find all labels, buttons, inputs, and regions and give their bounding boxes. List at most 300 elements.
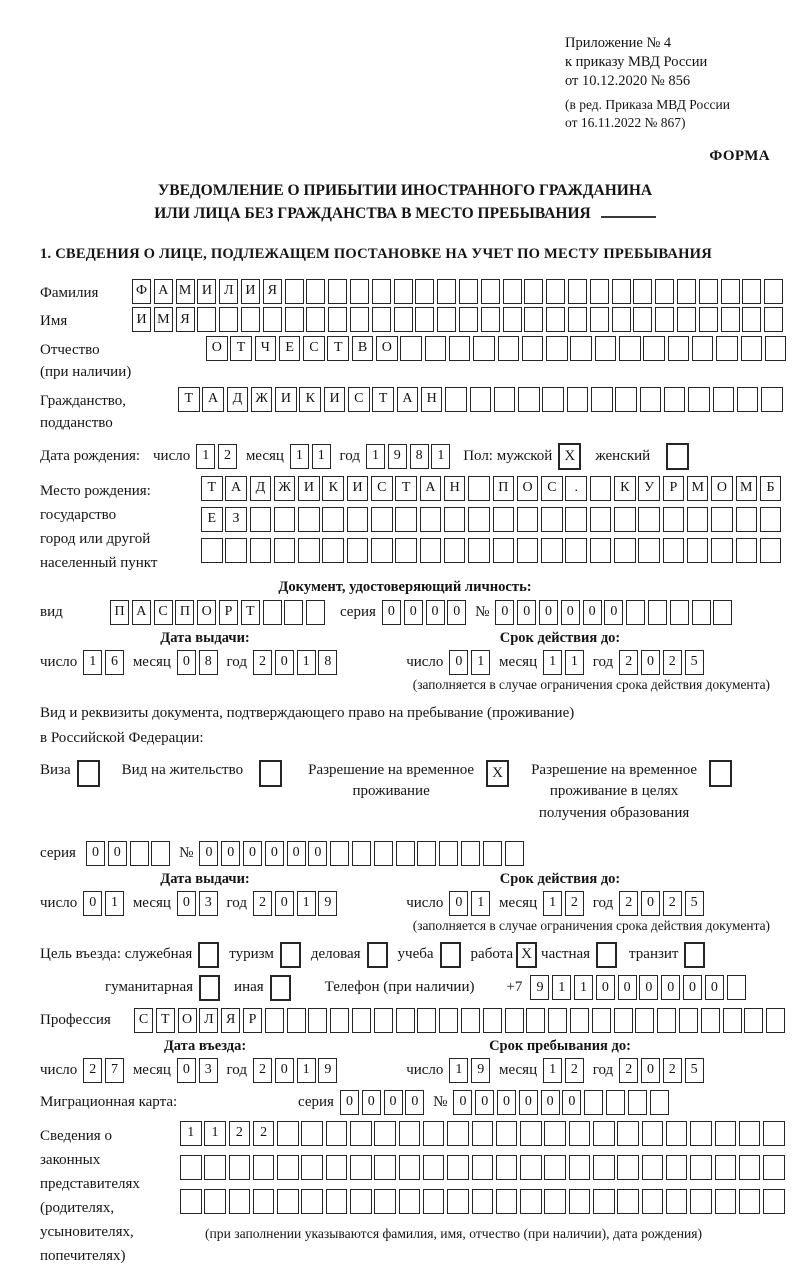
- char-cell: [326, 1155, 348, 1180]
- char-cell: 0: [275, 650, 294, 675]
- purpose-label: Цель въезда: служебная: [40, 946, 193, 963]
- char-cell: [590, 279, 609, 304]
- citizenship-cells: [178, 387, 785, 412]
- char-cell: Т: [241, 600, 260, 625]
- char-cell: Я: [221, 1008, 240, 1033]
- char-cell: [306, 307, 325, 332]
- char-cell: [374, 1121, 396, 1146]
- char-cell: [721, 307, 740, 332]
- char-cell: [423, 1155, 445, 1180]
- char-cell: [626, 600, 645, 625]
- char-cell: 1: [471, 650, 490, 675]
- char-cell: [584, 1090, 603, 1115]
- char-cell: [399, 1121, 421, 1146]
- migration-number-cells: [453, 1090, 671, 1115]
- char-cell: [493, 507, 515, 532]
- char-cell: [284, 600, 303, 625]
- char-cell: [568, 279, 587, 304]
- char-cell: [617, 1189, 639, 1214]
- char-cell: 0: [561, 600, 580, 625]
- char-cell: 0: [641, 650, 660, 675]
- char-cell: [225, 538, 247, 563]
- year-label: год: [226, 1061, 247, 1078]
- char-cell: [481, 279, 500, 304]
- char-cell: [298, 538, 320, 563]
- char-cell: [494, 387, 516, 412]
- char-cell: 2: [619, 891, 638, 916]
- char-cell: О: [206, 336, 228, 361]
- year-label: год: [592, 1061, 614, 1078]
- char-cell: [642, 1121, 664, 1146]
- char-cell: [473, 336, 495, 361]
- char-cell: [461, 1008, 480, 1033]
- char-cell: И: [132, 307, 151, 332]
- entry-date-group: [40, 1058, 340, 1083]
- profession-row: [40, 1008, 770, 1033]
- birth-place-label: Место рождения: государство город или другой населенный пункт: [40, 482, 158, 572]
- char-cell: 6: [105, 650, 124, 675]
- appendix-line: от 10.12.2020 № 856: [565, 73, 691, 90]
- char-cell: [417, 841, 436, 866]
- char-cell: [541, 538, 563, 563]
- entry-year-cells: [253, 1058, 340, 1083]
- year-label: год: [592, 653, 614, 670]
- char-cell: [372, 307, 391, 332]
- char-cell: А: [397, 387, 419, 412]
- char-cell: Л: [219, 279, 238, 304]
- char-cell: [640, 387, 662, 412]
- char-cell: О: [197, 600, 216, 625]
- char-cell: 0: [539, 600, 558, 625]
- char-cell: Р: [663, 476, 685, 501]
- birth-month-cells: [290, 444, 334, 469]
- char-cell: [265, 1008, 284, 1033]
- char-cell: 0: [287, 841, 306, 866]
- char-cell: 9: [388, 444, 407, 469]
- char-cell: [298, 507, 320, 532]
- char-cell: [374, 1008, 393, 1033]
- stay-date-header: Срок пребывания до:: [489, 1037, 631, 1054]
- char-cell: [692, 600, 711, 625]
- char-cell: [468, 538, 490, 563]
- char-cell: [520, 1155, 542, 1180]
- residence-doc-intro: [40, 701, 770, 752]
- char-cell: [444, 507, 466, 532]
- char-cell: [470, 387, 492, 412]
- char-cell: [306, 279, 325, 304]
- char-cell: [742, 307, 761, 332]
- char-cell: [546, 307, 565, 332]
- edit-line: (в ред. Приказа МВД России: [565, 97, 730, 113]
- visa-option: [40, 760, 100, 787]
- char-cell: 0: [475, 1090, 494, 1115]
- edit-note: [565, 96, 770, 132]
- char-cell: [483, 841, 502, 866]
- char-cell: [727, 975, 746, 1000]
- char-cell: Д: [227, 387, 249, 412]
- char-cell: [721, 279, 740, 304]
- title-blank-line: [601, 203, 656, 218]
- char-cell: 1: [574, 975, 593, 1000]
- char-cell: 0: [177, 1058, 196, 1083]
- char-cell: [739, 1121, 761, 1146]
- char-cell: [352, 841, 371, 866]
- char-cell: [715, 1189, 737, 1214]
- year-label: год: [339, 447, 360, 464]
- surname-row: [40, 279, 770, 305]
- char-cell: [517, 507, 539, 532]
- month-label: месяц: [132, 1061, 171, 1078]
- char-cell: [701, 1008, 720, 1033]
- char-cell: Л: [199, 1008, 218, 1033]
- expiry-year-cells: [619, 650, 706, 675]
- char-cell: О: [517, 476, 539, 501]
- purpose-rabota-label: работа: [470, 946, 514, 963]
- char-cell: П: [493, 476, 515, 501]
- char-cell: [328, 307, 347, 332]
- char-cell: 0: [447, 600, 466, 625]
- purpose-turizm-checkbox: [280, 942, 301, 968]
- residence-permit-checkbox: [259, 760, 282, 787]
- purpose-sluzhebnaya-checkbox: [198, 942, 219, 968]
- day-label: число: [40, 1061, 78, 1078]
- visa-label: Виза: [40, 761, 71, 778]
- char-cell: 2: [663, 891, 682, 916]
- char-cell: [201, 538, 223, 563]
- temp-residence-checkbox: X: [486, 760, 509, 787]
- birth-place-row2-cells: [201, 507, 784, 532]
- patronymic-cells: [206, 336, 789, 361]
- char-cell: [612, 307, 631, 332]
- char-cell: [326, 1121, 348, 1146]
- char-cell: [739, 1189, 761, 1214]
- char-cell: [326, 1189, 348, 1214]
- char-cell: [396, 841, 415, 866]
- char-cell: [425, 336, 447, 361]
- entry-dates-row: [40, 1058, 770, 1083]
- char-cell: П: [110, 600, 129, 625]
- char-cell: 1: [565, 650, 584, 675]
- temp-residence-edu-label: Разрешение на временное проживание в целях получения образования: [531, 761, 698, 822]
- char-cell: [633, 307, 652, 332]
- char-cell: [544, 1155, 566, 1180]
- char-cell: [522, 336, 544, 361]
- appendix-line: к приказу МВД России: [565, 54, 708, 71]
- char-cell: С: [154, 600, 173, 625]
- char-cell: [541, 507, 563, 532]
- char-cell: 1: [543, 1058, 562, 1083]
- char-cell: 9: [318, 891, 337, 916]
- char-cell: П: [175, 600, 194, 625]
- expiry-year-cells: [619, 891, 706, 916]
- char-cell: 2: [565, 891, 584, 916]
- char-cell: [472, 1189, 494, 1214]
- char-cell: [420, 507, 442, 532]
- char-cell: [715, 1155, 737, 1180]
- char-cell: 0: [86, 841, 105, 866]
- char-cell: [322, 507, 344, 532]
- residence-doc-series-row: [40, 841, 770, 866]
- char-cell: И: [298, 476, 320, 501]
- char-cell: [250, 538, 272, 563]
- char-cell: [643, 336, 665, 361]
- char-cell: [445, 387, 467, 412]
- char-cell: [394, 279, 413, 304]
- char-cell: 2: [253, 1121, 275, 1146]
- char-cell: [638, 507, 660, 532]
- char-cell: 8: [318, 650, 337, 675]
- char-cell: [524, 279, 543, 304]
- char-cell: 0: [199, 841, 218, 866]
- char-cell: С: [303, 336, 325, 361]
- char-cell: [437, 279, 456, 304]
- char-cell: 5: [685, 1058, 704, 1083]
- char-cell: [350, 307, 369, 332]
- char-cell: [253, 1155, 275, 1180]
- char-cell: [274, 538, 296, 563]
- doc-series-label: серия: [339, 603, 376, 620]
- patronymic-label: Отчество (при наличии): [40, 341, 132, 380]
- issue-date-group: [40, 891, 340, 916]
- char-cell: [633, 279, 652, 304]
- char-cell: 0: [449, 650, 468, 675]
- char-cell: 9: [530, 975, 549, 1000]
- birth-place-cells-block: [201, 476, 784, 569]
- char-cell: [229, 1155, 251, 1180]
- char-cell: [628, 1090, 647, 1115]
- char-cell: [301, 1155, 323, 1180]
- temp-residence-edu-option: [531, 760, 732, 825]
- char-cell: О: [178, 1008, 197, 1033]
- sex-male-checkbox: X: [558, 443, 581, 470]
- char-cell: 2: [663, 1058, 682, 1083]
- residence-doc-intro-line1: Вид и реквизиты документа, подтверждающего право на пребывание (проживание): [40, 704, 575, 721]
- char-cell: [548, 1008, 567, 1033]
- char-cell: М: [687, 476, 709, 501]
- char-cell: 0: [596, 975, 615, 1000]
- char-cell: [595, 336, 617, 361]
- char-cell: 0: [618, 975, 637, 1000]
- residence-number-label: №: [179, 844, 194, 861]
- purpose-tranzit-label: транзит: [629, 946, 679, 963]
- char-cell: [642, 1155, 664, 1180]
- char-cell: 1: [83, 650, 102, 675]
- char-cell: [285, 307, 304, 332]
- birth-day-cells: [196, 444, 240, 469]
- char-cell: [395, 507, 417, 532]
- char-cell: [687, 538, 709, 563]
- legal-representatives-row: [40, 1121, 770, 1268]
- char-cell: О: [711, 476, 733, 501]
- char-cell: [763, 1189, 785, 1214]
- char-cell: Б: [760, 476, 782, 501]
- char-cell: [461, 841, 480, 866]
- char-cell: Т: [201, 476, 223, 501]
- char-cell: А: [202, 387, 224, 412]
- char-cell: Ж: [251, 387, 273, 412]
- char-cell: 1: [366, 444, 385, 469]
- char-cell: [493, 538, 515, 563]
- sex-female-checkbox: [666, 443, 689, 470]
- phone-label: Телефон (при наличии): [324, 979, 475, 996]
- char-cell: О: [376, 336, 398, 361]
- char-cell: [713, 387, 735, 412]
- form-title: [40, 179, 770, 226]
- char-cell: [692, 336, 714, 361]
- char-cell: 0: [275, 1058, 294, 1083]
- char-cell: [765, 336, 787, 361]
- char-cell: [459, 307, 478, 332]
- char-cell: [663, 507, 685, 532]
- char-cell: Т: [178, 387, 200, 412]
- char-cell: 2: [565, 1058, 584, 1083]
- appendix-line: Приложение № 4: [565, 35, 672, 51]
- char-cell: [420, 538, 442, 563]
- char-cell: 0: [405, 1090, 424, 1115]
- birth-place-row: [40, 476, 775, 576]
- char-cell: В: [352, 336, 374, 361]
- char-cell: [663, 538, 685, 563]
- phone-prefix: +7: [506, 979, 523, 996]
- char-cell: [197, 307, 216, 332]
- char-cell: 2: [663, 650, 682, 675]
- year-label: год: [226, 894, 247, 911]
- char-cell: [274, 507, 296, 532]
- char-cell: [713, 600, 732, 625]
- profession-cells: [134, 1008, 788, 1033]
- char-cell: [666, 1121, 688, 1146]
- migration-series-cells: [340, 1090, 427, 1115]
- char-cell: [263, 307, 282, 332]
- char-cell: [766, 1008, 785, 1033]
- legal-caption: (при заполнении указываются фамилия, имя, отчество (при наличии), дата рождения): [205, 1225, 703, 1241]
- char-cell: 1: [312, 444, 331, 469]
- char-cell: [591, 387, 613, 412]
- char-cell: 0: [562, 1090, 581, 1115]
- char-cell: Т: [327, 336, 349, 361]
- char-cell: 2: [229, 1121, 251, 1146]
- char-cell: Ф: [132, 279, 151, 304]
- char-cell: [655, 279, 674, 304]
- residence-doc-intro-line2: в Российской Федерации:: [40, 730, 204, 747]
- form-title-line2: ИЛИ ЛИЦА БЕЗ ГРАЖДАНСТВА В МЕСТО ПРЕБЫВАНИЯ: [40, 202, 770, 225]
- char-cell: [350, 1121, 372, 1146]
- char-cell: [612, 279, 631, 304]
- char-cell: 5: [685, 891, 704, 916]
- char-cell: [399, 1155, 421, 1180]
- char-cell: [423, 1189, 445, 1214]
- residence-doc-options: [40, 760, 770, 825]
- char-cell: [666, 1155, 688, 1180]
- char-cell: [668, 336, 690, 361]
- char-cell: [459, 279, 478, 304]
- char-cell: [760, 507, 782, 532]
- char-cell: [679, 1008, 698, 1033]
- char-cell: [619, 336, 641, 361]
- char-cell: [374, 841, 393, 866]
- char-cell: [524, 307, 543, 332]
- issue-day-cells: [83, 650, 127, 675]
- day-label: число: [406, 894, 444, 911]
- char-cell: 0: [495, 600, 514, 625]
- char-cell: 0: [683, 975, 702, 1000]
- char-cell: [615, 387, 637, 412]
- char-cell: [253, 1189, 275, 1214]
- issue-date-header: Дата выдачи:: [160, 629, 250, 646]
- char-cell: [347, 507, 369, 532]
- char-cell: [764, 279, 783, 304]
- surname-cells: [132, 279, 786, 304]
- char-cell: [417, 1008, 436, 1033]
- char-cell: Ч: [255, 336, 277, 361]
- char-cell: [737, 387, 759, 412]
- char-cell: И: [275, 387, 297, 412]
- char-cell: [687, 507, 709, 532]
- char-cell: [655, 307, 674, 332]
- char-cell: [447, 1121, 469, 1146]
- expiry-note: (заполняется в случае ограничения срока действия документа): [412, 676, 770, 692]
- identity-doc-row: [40, 600, 770, 625]
- char-cell: Я: [263, 279, 282, 304]
- char-cell: [699, 307, 718, 332]
- char-cell: 1: [204, 1121, 226, 1146]
- char-cell: 0: [382, 600, 401, 625]
- purpose-chastnaya-label: частная: [541, 946, 591, 963]
- purpose-rabota-checkbox: X: [516, 942, 537, 968]
- char-cell: [569, 1121, 591, 1146]
- char-cell: [593, 1121, 615, 1146]
- purpose-inaya-label: иная: [234, 979, 264, 996]
- migration-series-label: серия: [298, 1093, 334, 1110]
- char-cell: [711, 538, 733, 563]
- name-label: Имя: [40, 313, 68, 329]
- doc-kind-cells: [110, 600, 328, 625]
- legal-representatives-label: Сведения о законных представителях (родителях, усыновителях, попечителях): [40, 1127, 140, 1264]
- char-cell: [372, 279, 391, 304]
- form-title-line1: УВЕДОМЛЕНИЕ О ПРИБЫТИИ ИНОСТРАННОГО ГРАЖДАНИНА: [157, 182, 653, 199]
- char-cell: [763, 1121, 785, 1146]
- char-cell: [394, 307, 413, 332]
- visit-purpose-row2: [40, 975, 770, 1001]
- char-cell: 0: [497, 1090, 516, 1115]
- char-cell: [399, 1189, 421, 1214]
- char-cell: 0: [639, 975, 658, 1000]
- char-cell: [666, 1189, 688, 1214]
- char-cell: [736, 507, 758, 532]
- char-cell: [544, 1189, 566, 1214]
- char-cell: 0: [243, 841, 262, 866]
- char-cell: [565, 507, 587, 532]
- char-cell: [285, 279, 304, 304]
- char-cell: [569, 1189, 591, 1214]
- day-label: число: [153, 447, 191, 464]
- char-cell: [308, 1008, 327, 1033]
- purpose-turizm-label: туризм: [229, 946, 274, 963]
- char-cell: [472, 1155, 494, 1180]
- char-cell: [505, 1008, 524, 1033]
- char-cell: 1: [297, 650, 316, 675]
- char-cell: [439, 841, 458, 866]
- issue-date-group: [40, 650, 340, 675]
- char-cell: 1: [297, 891, 316, 916]
- expiry-date-group: [406, 891, 706, 916]
- appendix-block: [565, 34, 770, 132]
- char-cell: [496, 1189, 518, 1214]
- char-cell: [650, 1090, 669, 1115]
- year-label: год: [592, 894, 614, 911]
- char-cell: [330, 841, 349, 866]
- char-cell: [688, 387, 710, 412]
